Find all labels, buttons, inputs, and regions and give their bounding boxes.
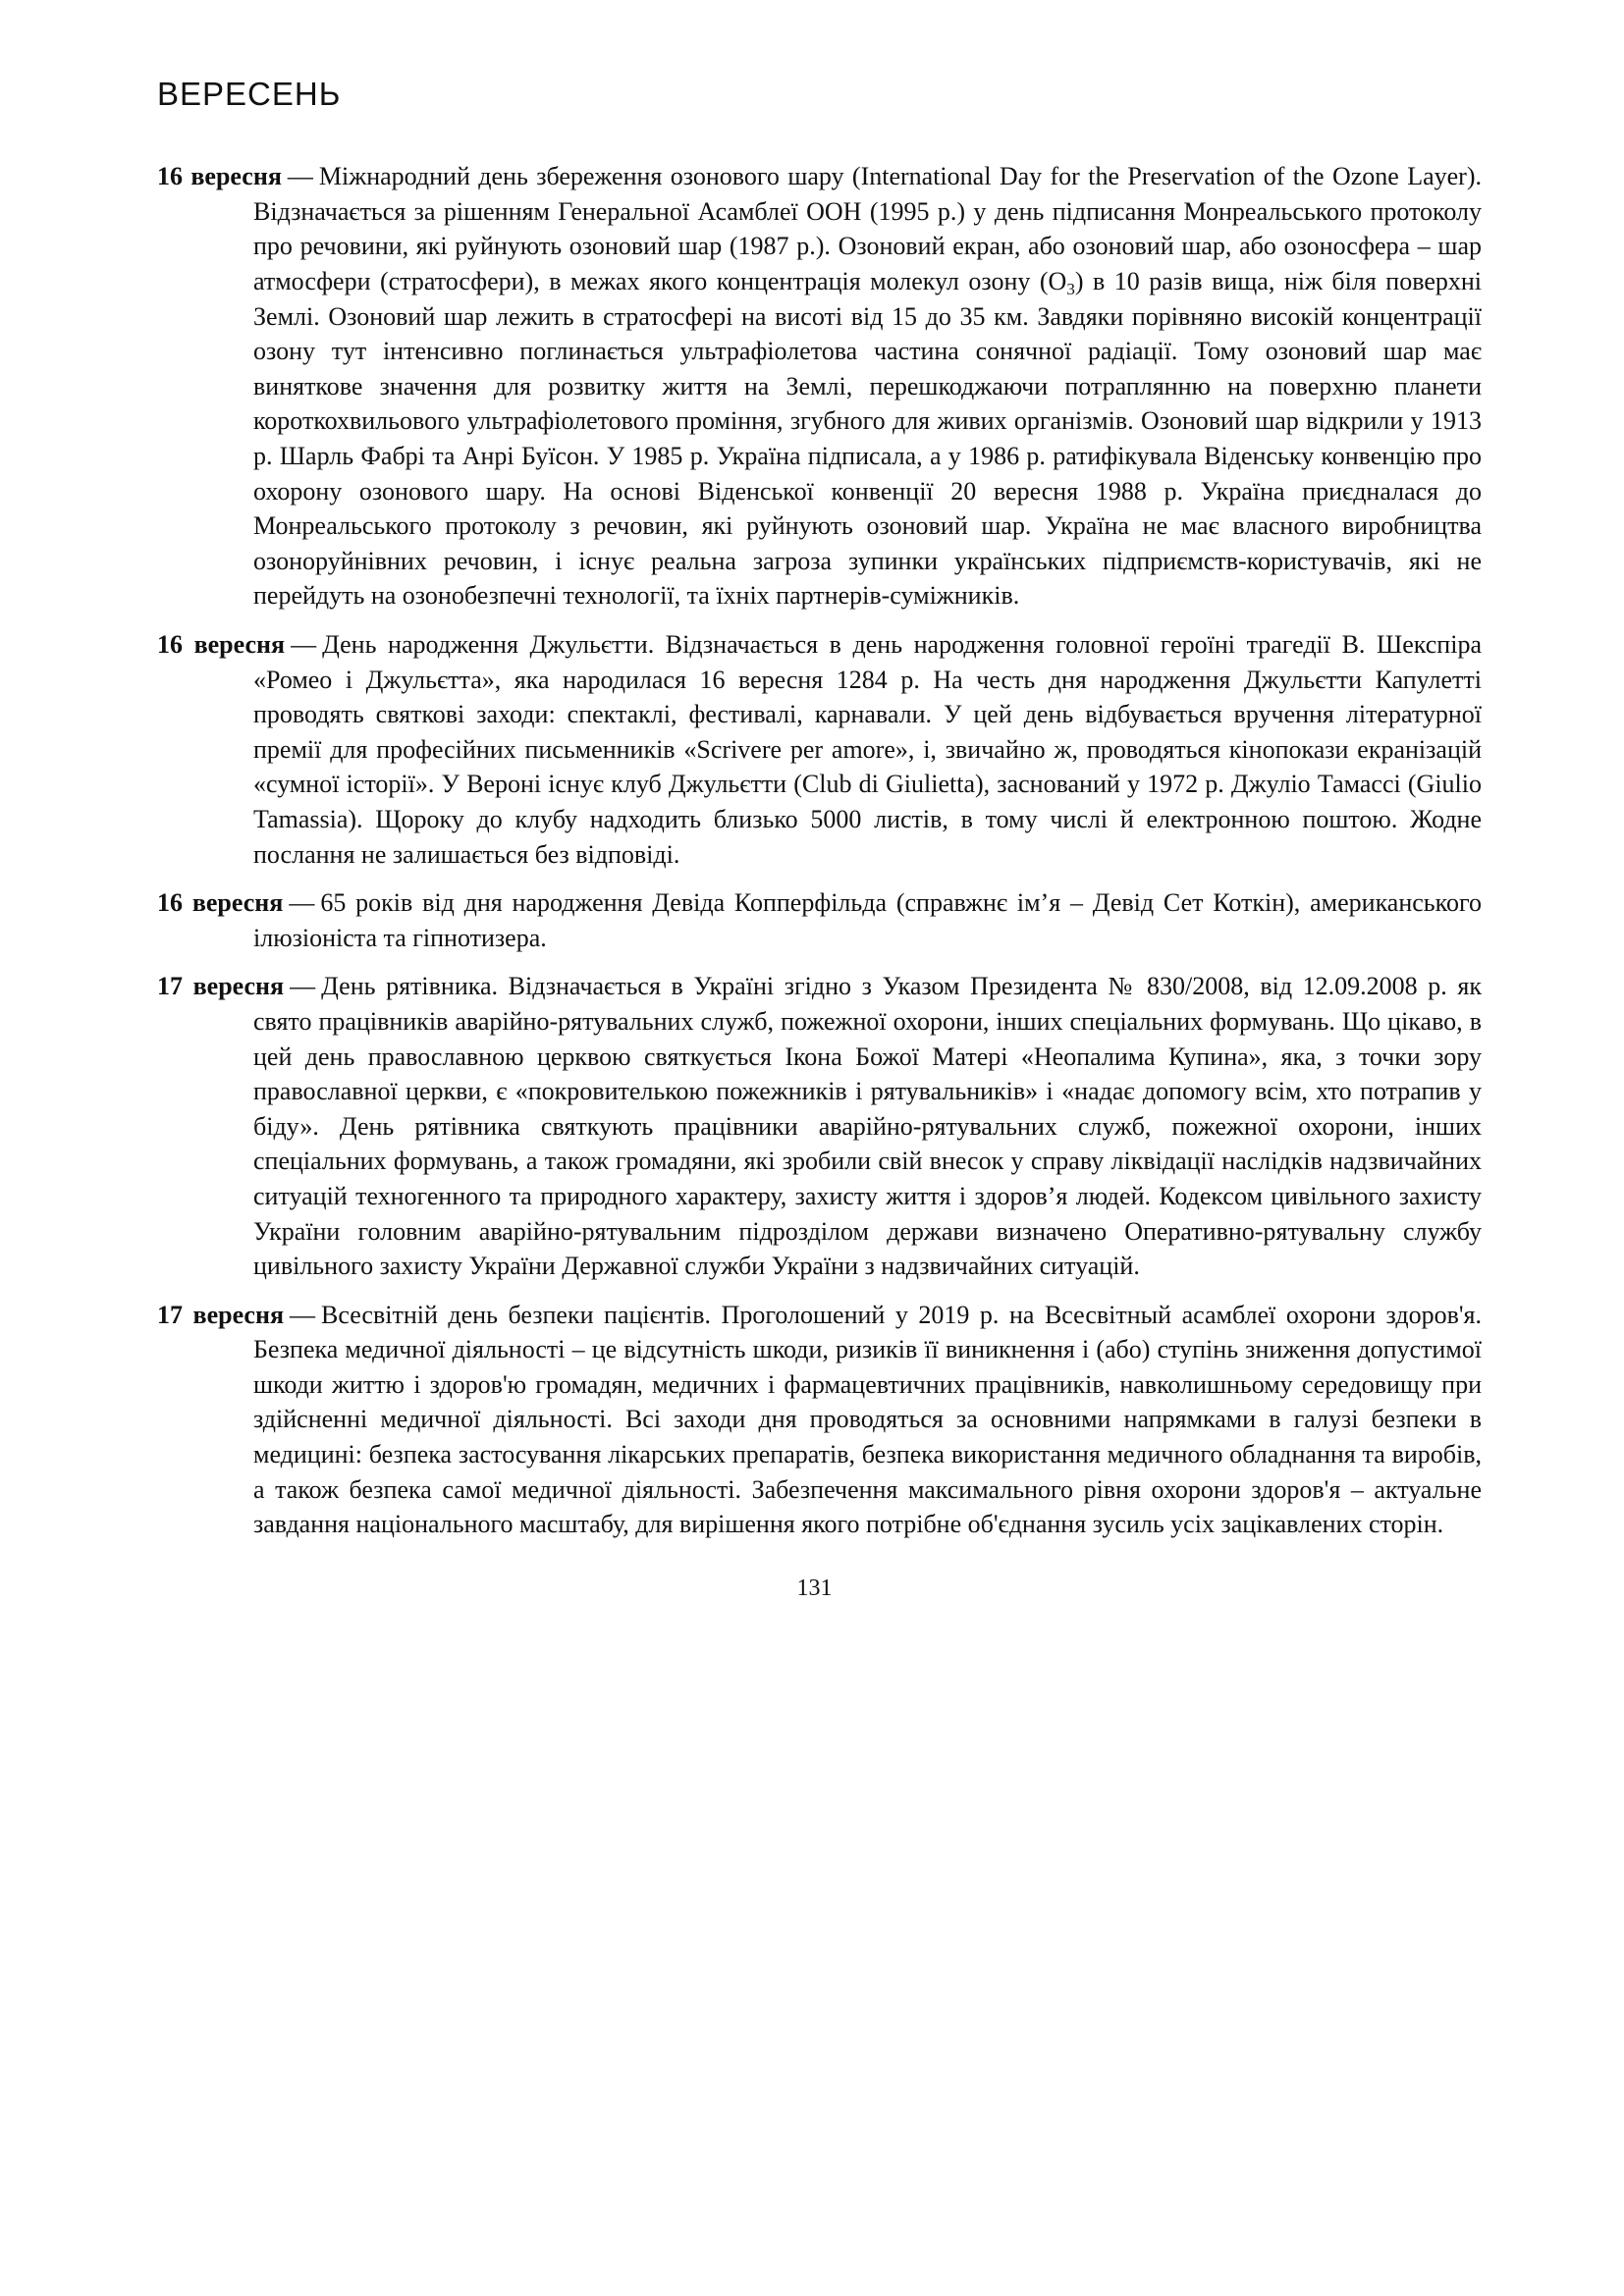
entry-date: 16 вересня bbox=[157, 630, 286, 660]
section-title: ВЕРЕСЕНЬ bbox=[157, 76, 342, 112]
calendar-entry bbox=[157, 159, 1482, 614]
entry-date: 17 вересня bbox=[157, 972, 285, 1001]
entry-text-continued: ) в 10 разів вища, ніж біля поверхні Землі. Озоновий шар лежить в стратосфері на висоті від 15 до 35 км. Завдяки порівняно високій концентрації озону тут інтенсивно поглинається ультрафіолетова частина сонячної радіації. Тому озоновий шар має виняткове значення для розвитку життя на Землі, перешкоджаючи потраплянню на поверхню планети короткохвильового ультрафіолетового проміння, згубного для живих організмів. Озоновий шар відкрили у 1913 р. Шарль Фабрі та Анрі Буїсон. У 1985 р. Україна підписала, а у 1986 р. ратифікувала Віденську конвенцію про охорону озонового шару. На основі Віденської конвенції 20 вересня 1988 р. Україна приєдналася до Монреальського протоколу з речовин, які руйнують озоновий шар. Україна не має власного виробництва озоноруйнівних речовин, і існує реальна загроза зупинки українських підприємств-користувачів, які не перейдуть на озонобезпечні технології, та їхніх партнерів-суміжників. bbox=[253, 267, 1483, 611]
entry-dash: — bbox=[287, 162, 313, 191]
calendar-entry bbox=[157, 885, 1482, 955]
calendar-entry bbox=[157, 627, 1482, 872]
entry-date: 17 вересня bbox=[157, 1300, 285, 1329]
entry-dash: — bbox=[290, 1300, 316, 1329]
entry-text: День народження Джульєтти. Відзначається в день народження головної героїні трагедії В. Шекспіра «Ромео і Джульєтта», яка народилася 16 вересня 1284 р. На честь дня народження Джульєтти Капулетті проводять святкові заходи: спектаклі, фестивалі, карнавали. У цей день відбувається вручення літературної премії для професійних письменників «Scrivere per amore», і, звичайно ж, проводяться кінопокази екранізацій «сумної історії». У Вероні існує клуб Джульєтти (Club di Giulietta), заснований у 1972 р. Джуліо Тамассі (Giulio Tamassia). Щороку до клубу надходить близько 5000 листів, в тому числі й електронною поштою. Жодне послання не залишається без відповіді. bbox=[253, 630, 1482, 869]
page-number: 131 bbox=[796, 1575, 833, 1601]
entry-text: День рятівника. Відзначається в Україні згідно з Указом Президента № 830/2008, від 12.09.2008 р. як свято працівників аварійно-рятувальних служб, пожежної охорони, інших спеціальних формувань. Що цікаво, в цей день православною церквою святкується Ікона Божої Матері «Неопалима Купина», яка, з точки зору православної церкви, є «покровителькою пожежників і рятувальників» і «надає допомогу всім, хто потрапив у біду». День рятівника святкують працівники аварійно-рятувальних служб, пожежної охорони, інших спеціальних формувань, а також громадяни, які зробили свій внесок у справу ліквідації наслідків надзвичайних ситуацій техногенного та природного характеру, захисту життя і здоров’я людей. Кодексом цивільного захисту України головним аварійно-рятувальним підрозділом держави визначено Оперативно-рятувальну службу цивільного захисту України Державної служби України з надзвичайних ситуацій. bbox=[253, 972, 1482, 1281]
entry-dash: — bbox=[289, 888, 315, 918]
calendar-entry bbox=[157, 1298, 1482, 1542]
entry-dash: — bbox=[291, 630, 317, 660]
entry-date: 16 вересня bbox=[157, 888, 284, 918]
entry-text: Всесвітній день безпеки пацієнтів. Проголошений у 2019 р. на Всесвітный асамблеї охорони здоров'я. Безпека медичної діяльності – це відсутність шкоди, ризиків її виникнення і (або) ступінь зниження допустимої шкоди життю і здоров'ю громадян, медичних і фармацевтичних працівників, навколишньому середовищу при здійсненні медичної діяльності. Всі заходи дня проводяться за основними напрямками в галузі безпеки в медицині: безпека застосування лікарських препаратів, безпека використання медичного обладнання та виробів, а також безпека самої медичної діяльності. Забезпечення максимального рівня охорони здоров'я – актуальне завдання національного масштабу, для вирішення якого потрібне об'єднання зусиль усіх зацікавлених сторін. bbox=[253, 1300, 1482, 1539]
entry-subscript: 3 bbox=[1066, 280, 1075, 299]
entry-text: Міжнародний день збереження озонового шару (International Day for the Preservation of the Ozone Layer). Відзначається за рішенням Генеральної Асамблеї ООН (1995 р.) у день підписання Монреальського протоколу про речовини, які руйнують озоновий шар (1987 р.). Озоновий екран, або озоновий шар, або озоносфера – шар атмосфери (стратосфери), в межах якого концентрація молекул озону (O bbox=[253, 162, 1482, 296]
entry-dash: — bbox=[290, 972, 316, 1001]
document-page bbox=[157, 77, 1482, 1602]
calendar-entry bbox=[157, 969, 1482, 1283]
entry-date: 16 вересня bbox=[157, 162, 282, 191]
entry-text: 65 років від дня народження Девіда Копперфільда (справжнє ім’я – Девід Сет Коткін), американського ілюзіоніста та гіпнотизера. bbox=[253, 888, 1482, 952]
